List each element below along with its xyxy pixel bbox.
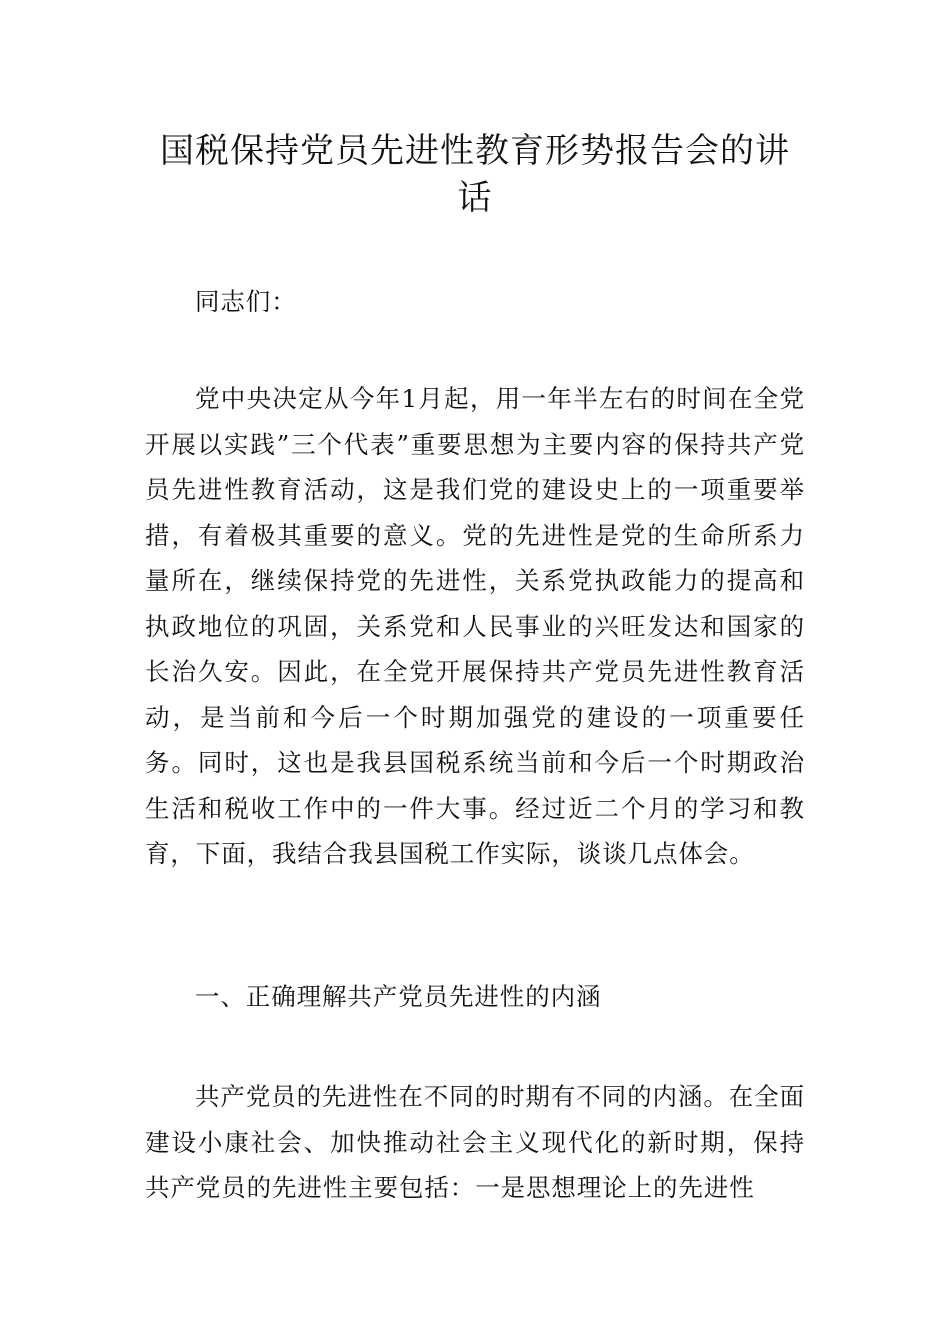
section-heading-1: 一、正确理解共产党员先进性的内涵 (195, 982, 602, 1011)
body-paragraph-2: 共产党员的先进性在不同的时期有不同的内涵。在全面建设小康社会、加快推动社会主义现代化的新时期，保持共产党员的先进性主要包括：一是思想理论上的先进性 (145, 1082, 805, 1202)
greeting: 同志们： (195, 287, 297, 316)
document-title: 国税保持党员先进性教育形势报告会的讲话 (160, 131, 790, 218)
body-paragraph-1: 党中央决定从今年1月起，用一年半左右的时间在全党开展以实践”三个代表”重要思想为主要内容的保持共产党员先进性教育活动，这是我们党的建设史上的一项重要举措，有着极其重要的意义。党的先进性是党的生命所系力量所在，继续保持党的先进性，关系党执政能力的提高和执政地位的巩固，关系党和人民事业的兴旺发达和国家的长治久安。因此，在全党开展保持共产党员先进性教育活动，是当前和今后一个时期加强党的建设的一项重要任务。同时，这也是我县国税系统当前和今后一个时期政治生活和税收工作中的一件大事。经过近二个月的学习和教育，下面，我结合我县国税工作实际，谈谈几点体会。 (145, 384, 805, 868)
